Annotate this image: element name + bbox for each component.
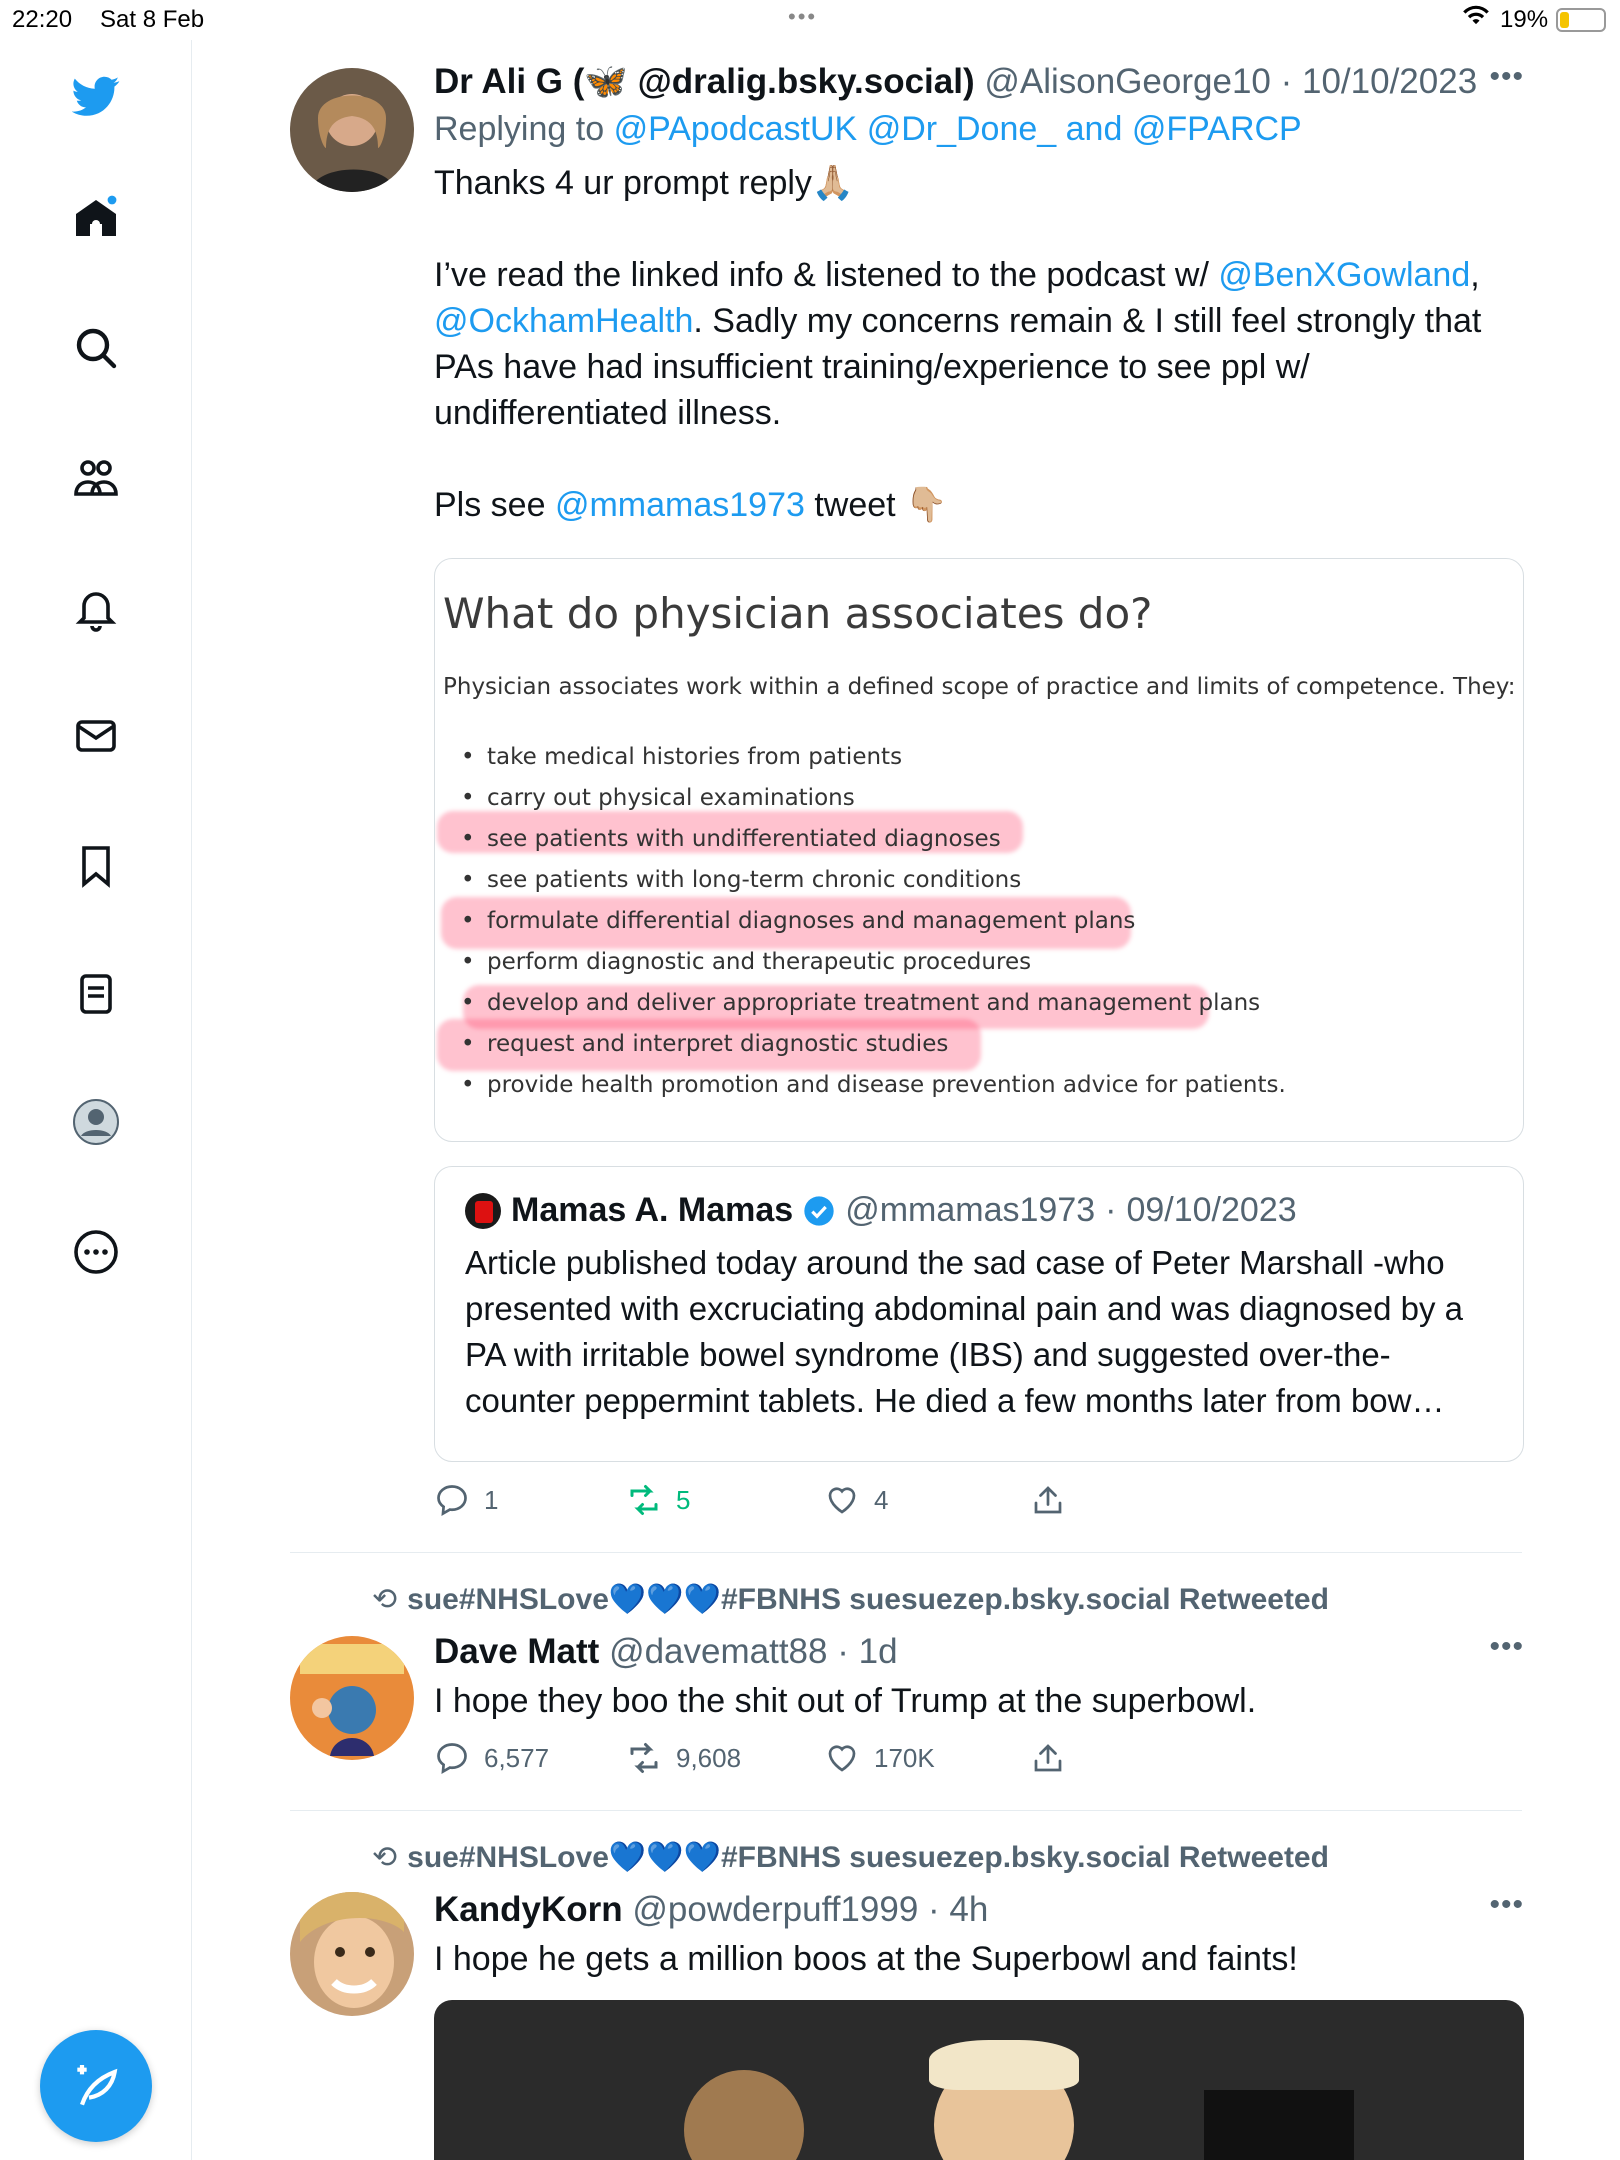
quote-avatar — [465, 1193, 501, 1229]
heart-icon — [824, 1482, 860, 1518]
quote-author-handle: @mmamas1973 — [845, 1191, 1096, 1229]
like-count: 170K — [874, 1742, 935, 1773]
image-list-item: • see patients with long-term chronic conditions — [461, 860, 1286, 901]
quote-author-name: Mamas A. Mamas — [511, 1191, 794, 1229]
twitter-bird-logo-icon[interactable] — [68, 68, 124, 124]
tweet-time[interactable]: 10/10/2023 — [1302, 62, 1478, 101]
retweet-button[interactable] — [626, 1740, 741, 1776]
image-title: What do physician associates do? — [443, 589, 1153, 638]
tweet-divider — [290, 1552, 1522, 1553]
retweet-icon: ⟲ — [372, 1583, 398, 1616]
reply-button[interactable] — [434, 1740, 549, 1776]
image-list-item: • provide health promotion and disease prevention advice for patients. — [461, 1065, 1286, 1106]
like-count: 4 — [874, 1484, 889, 1515]
notifications-bell-icon[interactable] — [68, 580, 124, 636]
retweet-count: 9,608 — [676, 1742, 742, 1773]
quote-text: Article published today around the sad case of Peter Marshall -who presented with excruciating abdominal pain and was diagnosed by a PA with irritable bowel syndrome (IBS) and suggested over-the-counter peppermint tablets. He died a few months later from bow… — [465, 1244, 1463, 1419]
mention-link[interactable]: @PApodcastUK — [613, 110, 858, 148]
image-list-item: • perform diagnostic and therapeutic procedures — [461, 942, 1286, 983]
avatar[interactable] — [290, 1636, 414, 1760]
image-subtitle: Physician associates work within a defined scope of practice and limits of competence. They: — [443, 674, 1516, 700]
reply-bubble-icon — [434, 1740, 470, 1776]
tweet-media-image[interactable] — [434, 2000, 1524, 2160]
lists-icon[interactable] — [68, 966, 124, 1022]
messages-envelope-icon[interactable] — [68, 708, 124, 764]
status-date: Sat 8 Feb — [100, 6, 205, 33]
image-list-item: • develop and deliver appropriate treatment and management plans — [461, 983, 1286, 1024]
retweet-count: 5 — [676, 1484, 691, 1515]
communities-icon[interactable] — [68, 450, 124, 506]
mention-link[interactable]: @FPARCP — [1131, 110, 1302, 148]
share-button[interactable] — [1030, 1740, 1066, 1776]
home-icon[interactable] — [68, 190, 124, 246]
retweet-icon — [626, 1482, 662, 1518]
tweet-actions — [434, 1482, 1134, 1532]
image-list-item: • see patients with undifferentiated diagnoses — [461, 819, 1286, 860]
timeline: Dr Ali G (🦋 @dralig.bsky.social) @AlisonGeorge10 · 10/10/2023 ••• Replying to @PApodcastUK @Dr_Done_ and @FPARCP Thanks 4 ur prompt reply🙏🏼 I’ve read the linked info & listened to the podcast w/ @BenXGowland, @OckhamHealth. Sadly my concerns remain & I still feel strongly that PAs have had insufficient training/experience to see ppl w/ undifferentiated illness. Pls see @mmamas1973 tweet 👇🏼 What do physician associates do? Physician associates work within a defined scope of practice and limits of competence. They: • take medical histories from patients • carry out physical examinations • see patients with undifferentiated diagnoses • see patients with long-term chronic conditions • formulate differential diagnoses and management plans • perform diagnostic and therapeutic procedures • develop and deliver appropriate treatment and management plans • request and interpret diagnostic studies • provide health promotion and disease prevention advice for patients. Mamas A. Mamas @mmamas1973 · 09/10/2023 Article published today around the sad case of Peter Marshall -who presented with excruciating abdominal pain and was diagnosed by a PA with irritable bowel syndrome (IBS) and suggested over-the-counter peppermint tablets. He died a few months later from bow… 1 5 4 ⟲ sue#NHSLove💙💙💙#FBNHS suesuezep.bsky.social Retweeted Dave Matt @davematt88 · 1d ••• I hope they boo the shit out of Trump at the superbowl. 6,577 9,608 170K ⟲ sue#NHSLove💙💙💙#FBNHS suesuezep.bsky.social Retweeted KandyKorn @powderpuff1999 · 4h ••• I hope he gets a million boos at the Superbowl and faints! — [192, 0, 1620, 2160]
tweet-actions — [434, 1740, 1134, 1790]
quote-time: 09/10/2023 — [1126, 1191, 1297, 1229]
heart-icon — [824, 1740, 860, 1776]
reply-count: 1 — [484, 1484, 499, 1515]
retweet-icon: ⟲ — [372, 1841, 398, 1874]
compose-tweet-button[interactable] — [40, 2030, 152, 2142]
tweet-text: I hope he gets a million boos at the Superbowl and faints! — [434, 1940, 1298, 1978]
tweet-text: I hope they boo the shit out of Trump at the superbowl. — [434, 1682, 1257, 1720]
retweet-icon — [626, 1740, 662, 1776]
image-list-item: • formulate differential diagnoses and management plans — [461, 901, 1286, 942]
author-name[interactable]: KandyKorn — [434, 1890, 623, 1929]
tweet-image[interactable] — [434, 558, 1524, 1142]
profile-avatar-icon[interactable] — [68, 1094, 124, 1150]
battery-percent: 19% — [1500, 6, 1549, 33]
avatar[interactable] — [290, 68, 414, 192]
mention-link[interactable]: @Dr_Done_ — [866, 110, 1057, 148]
more-dots-icon[interactable]: ••• — [1489, 60, 1524, 93]
image-list-item: • request and interpret diagnostic studies — [461, 1024, 1286, 1065]
retweeted-by-line[interactable]: ⟲ sue#NHSLove💙💙💙#FBNHS suesuezep.bsky.social Retweeted — [372, 1583, 1329, 1616]
tweet-text-p1: Thanks 4 ur prompt reply🙏🏼 — [434, 164, 855, 202]
author-handle[interactable]: @davematt88 — [609, 1632, 828, 1671]
mention-link[interactable]: @OckhamHealth — [434, 302, 694, 340]
more-dots-icon[interactable]: ••• — [1489, 1888, 1524, 1921]
image-list — [461, 737, 1286, 1106]
status-time: 22:20 — [12, 6, 73, 33]
share-button[interactable] — [1030, 1482, 1066, 1518]
tweet-text-p2: I’ve read the linked info & listened to the podcast w/ @BenXGowland, @OckhamHealth. Sadly my concerns remain & I still feel strongly that PAs have had insufficient training/experience to see ppl w/ undifferentiated illness. — [434, 256, 1482, 432]
tweet-text-p3: Pls see @mmamas1973 tweet 👇🏼 — [434, 486, 948, 524]
mention-link[interactable]: @mmamas1973 — [554, 486, 805, 524]
tweet-time[interactable]: 4h — [949, 1890, 989, 1929]
like-button[interactable] — [824, 1482, 888, 1518]
author-name[interactable]: Dave Matt — [434, 1632, 600, 1671]
multitasking-dots-icon[interactable]: ••• — [788, 4, 818, 29]
avatar[interactable] — [290, 1892, 414, 2016]
more-options-icon[interactable] — [68, 1224, 124, 1280]
sidebar — [0, 40, 192, 2160]
image-list-item: • carry out physical examinations — [461, 778, 1286, 819]
image-list-item: • take medical histories from patients — [461, 737, 1286, 778]
like-button[interactable] — [824, 1740, 935, 1776]
share-icon — [1030, 1740, 1066, 1776]
author-handle[interactable]: @powderpuff1999 — [632, 1890, 919, 1929]
retweeted-by-line[interactable]: ⟲ sue#NHSLove💙💙💙#FBNHS suesuezep.bsky.social Retweeted — [372, 1841, 1329, 1874]
compose-feather-icon — [68, 2058, 124, 2114]
reply-bubble-icon — [434, 1482, 470, 1518]
reply-button[interactable] — [434, 1482, 498, 1518]
tweet-time[interactable]: 1d — [858, 1632, 898, 1671]
more-dots-icon[interactable]: ••• — [1489, 1630, 1524, 1663]
retweet-button[interactable] — [626, 1482, 690, 1518]
bookmarks-icon[interactable] — [68, 838, 124, 894]
author-handle[interactable]: @AlisonGeorge10 — [984, 62, 1271, 101]
verified-badge-icon — [803, 1195, 835, 1227]
replying-to-line: Replying to @PApodcastUK @Dr_Done_ and @FPARCP — [434, 110, 1302, 148]
search-icon[interactable] — [68, 320, 124, 376]
quoted-tweet[interactable]: Mamas A. Mamas @mmamas1973 · 09/10/2023 Article published today around the sad case of Peter Marshall -who presented with excruciating abdominal pain and was diagnosed by a PA with irritable bowel syndrome (IBS) and suggested over-the-counter peppermint tablets. He died a few months later from bow… — [434, 1166, 1524, 1462]
author-name[interactable]: Dr Ali G (🦋 @dralig.bsky.social) — [434, 62, 975, 101]
reply-count: 6,577 — [484, 1742, 550, 1773]
tweet-divider — [290, 1810, 1522, 1811]
mention-link[interactable]: @BenXGowland — [1218, 256, 1471, 294]
share-icon — [1030, 1482, 1066, 1518]
